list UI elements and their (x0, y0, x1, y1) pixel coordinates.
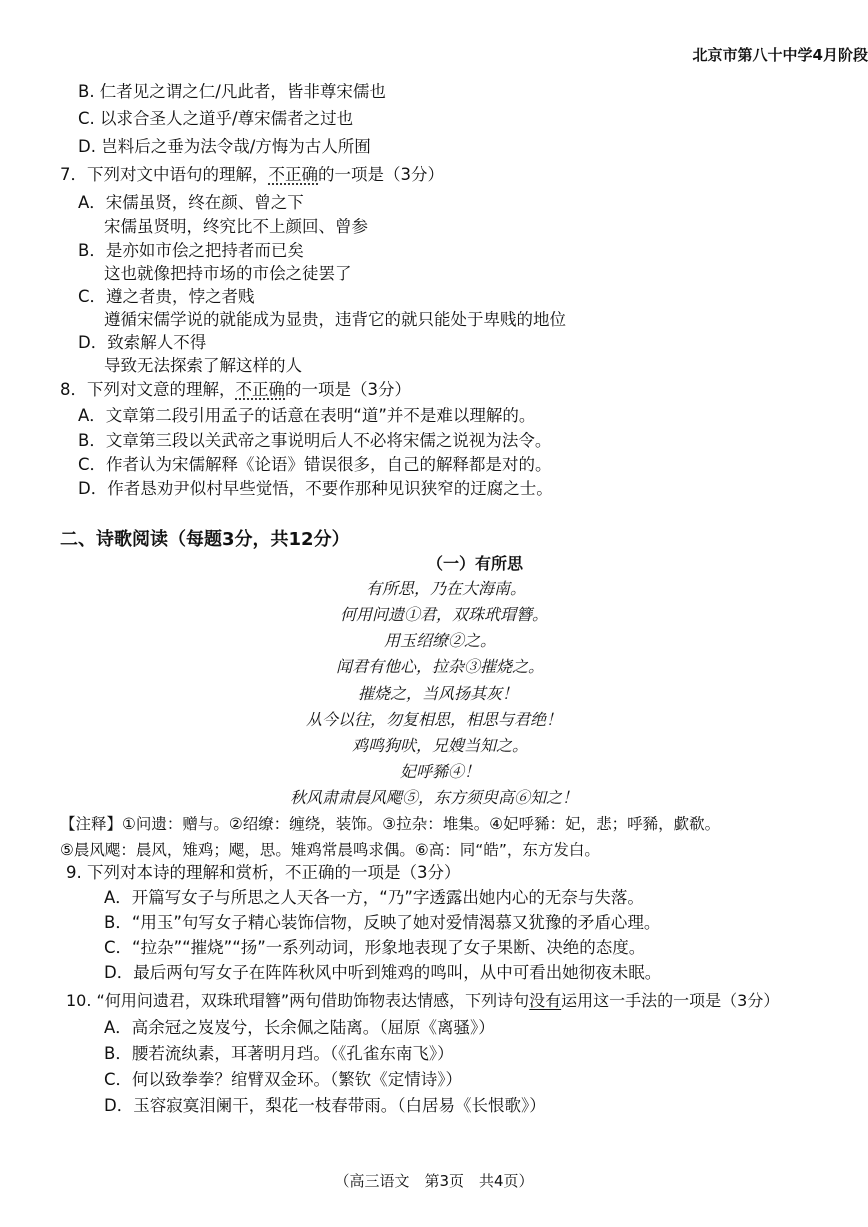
poem-line-4: 闻君有他心，拉杂③摧烧之。 (335, 657, 544, 676)
q9-option-d: D．最后两句写女子在阵阵秋风中听到雉鸡的鸣叫，从中可看出她彻夜未眠。 (104, 963, 662, 982)
q7-stem (60, 164, 444, 186)
q7-option-b: B．是亦如市侩之把持者而已矣 (78, 241, 304, 260)
q7-option-b-explain: 这也就像把持市场的市侩之徒罢了 (104, 264, 352, 283)
q7-option-a: A．宋儒虽贤，终在颜、曾之下 (78, 193, 304, 212)
q8-option-c: C．作者认为宋儒解释《论语》错误很多，自己的解释都是对的。 (78, 455, 552, 474)
poem-line-6: 从今以往，勿复相思，相思与君绝！ (305, 710, 562, 729)
q8-stem-suffix: 的一项是（3分） (285, 380, 411, 399)
q7-stem-prefix: 7．下列对文中语句的理解， (60, 165, 269, 184)
page-footer: （高三语文 第3页 共4页） (334, 1172, 534, 1190)
q8-option-b: B．文章第三段以关武帝之事说明后人不必将宋儒之说视为法令。 (78, 431, 552, 450)
q7-option-c: C．遵之者贵，悖之者贱 (78, 287, 255, 306)
poem-line-3: 用玉绍缭②之。 (383, 631, 496, 650)
q8-stem-emphasis: 不正确 (235, 380, 285, 399)
poem-line-8: 妃呼豨④！ (399, 762, 480, 781)
poem-notes-line-1: 【注释】①问遗：赠与。②绍缭：缠绕，装饰。③拉杂：堆集。④妃呼豨：妃，悲；呼豨，歔欷。 (60, 815, 721, 833)
q6-option-c: C. 以求合圣人之道乎/尊宋儒者之过也 (78, 109, 354, 128)
q7-option-d-explain: 导致无法探索了解这样的人 (104, 356, 302, 375)
section-2-title: 二、诗歌阅读（每题3分，共12分） (60, 529, 350, 550)
q8-stem (60, 379, 411, 401)
q7-option-c-explain: 遵循宋儒学说的就能成为显贵，违背它的就只能处于卑贱的地位 (104, 310, 566, 329)
q7-stem-emphasis: 不正确 (268, 165, 318, 184)
q8-option-d: D．作者恳劝尹似村早些觉悟，不要作那种见识狭窄的迂腐之士。 (78, 479, 553, 498)
q10-stem (66, 990, 779, 1012)
q10-stem-emphasis: 没有 (529, 991, 562, 1010)
q7-stem-suffix: 的一项是（3分） (318, 165, 444, 184)
q10-option-c: C．何以致拳拳？绾臂双金环。（繁钦《定情诗》） (104, 1070, 463, 1089)
q6-option-d: D. 岂料后之垂为法令哉/方悔为古人所囿 (78, 137, 371, 156)
school-header-tag: 北京市第八十中学4月阶段 (692, 46, 868, 64)
q9-stem: 9. 下列对本诗的理解和赏析，不正确的一项是（3分） (66, 863, 461, 882)
q10-option-d: D．玉容寂寞泪阑干，梨花一枝春带雨。（白居易《长恨歌》） (104, 1096, 546, 1115)
poem-line-1: 有所思，乃在大海南。 (365, 579, 526, 598)
q10-stem-suffix: 运用这一手法的一项是（3分） (561, 991, 780, 1010)
q9-option-a: A．开篇写女子与所思之人天各一方，“乃”字透露出她内心的无奈与失落。 (104, 888, 644, 907)
q10-stem-prefix: 10. “何用问遗君，双珠玳瑁簪”两句借助饰物表达情感，下列诗句 (66, 991, 530, 1010)
poem-line-9: 秋风肃肃晨风飔⑤，东方须臾高⑥知之！ (289, 788, 578, 807)
q10-option-b: B．腰若流纨素，耳著明月珰。（《孔雀东南飞》） (104, 1044, 454, 1063)
q7-option-d: D．致索解人不得 (78, 333, 207, 352)
poem-title: （一）有所思 (427, 554, 524, 573)
q10-option-a: A．高余冠之岌岌兮，长余佩之陆离。（屈原《离骚》） (104, 1018, 495, 1037)
q6-option-b: B. 仁者见之谓之仁/凡此者，皆非尊宋儒也 (78, 82, 386, 101)
poem-line-7: 鸡鸣狗吠，兄嫂当知之。 (351, 736, 528, 755)
q8-stem-prefix: 8．下列对文意的理解， (60, 380, 236, 399)
poem-notes-line-2: ⑤晨风飔：晨风，雉鸡；飔，思。雉鸡常晨鸣求偶。⑥高：同“皓”，东方发白。 (60, 841, 600, 859)
poem-line-2: 何用问遗①君，双珠玳瑁簪。 (339, 605, 548, 624)
q9-option-b: B．“用玉”句写女子精心装饰信物，反映了她对爱情渴慕又犹豫的矛盾心理。 (104, 913, 661, 932)
poem-line-5: 摧烧之，当风扬其灰！ (357, 684, 518, 703)
q8-option-a: A．文章第二段引用孟子的话意在表明“道”并不是难以理解的。 (78, 406, 536, 425)
q9-option-c: C．“拉杂”“摧烧”“扬”一系列动词，形象地表现了女子果断、决绝的态度。 (104, 938, 646, 957)
q7-option-a-explain: 宋儒虽贤明，终究比不上颜回、曾参 (104, 217, 368, 236)
